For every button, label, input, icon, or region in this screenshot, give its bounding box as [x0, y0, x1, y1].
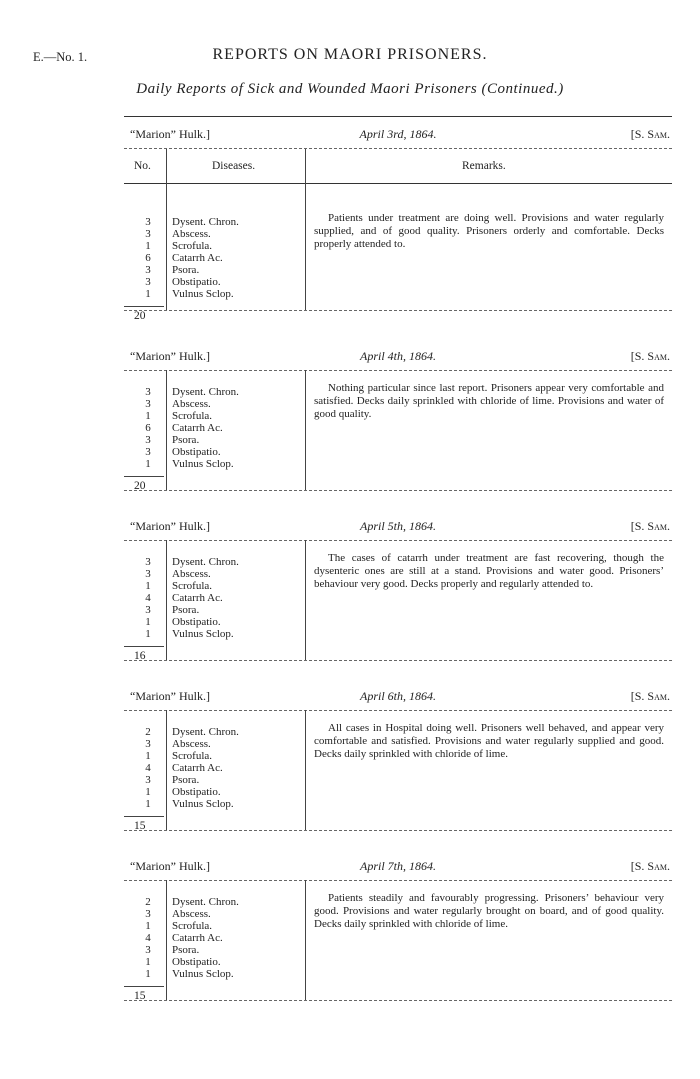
case-count: 1	[145, 628, 151, 640]
column-divider	[305, 710, 306, 830]
report-body	[124, 370, 672, 490]
case-count: 2	[145, 896, 151, 908]
total-rule	[124, 986, 164, 987]
disease-name: Psora.	[172, 264, 200, 276]
case-count: 3	[145, 386, 151, 398]
disease-name: Catarrh Ac.	[172, 932, 223, 944]
total-rule	[124, 816, 164, 817]
disease-name: Abscess.	[172, 228, 211, 240]
report-hulk: “Marion” Hulk.]	[130, 519, 210, 533]
case-count: 1	[145, 288, 151, 300]
column-divider	[305, 540, 306, 660]
disease-name: Vulnus Sclop.	[172, 288, 234, 300]
report-hulk: “Marion” Hulk.]	[130, 349, 210, 363]
disease-name: Catarrh Ac.	[172, 252, 223, 264]
report-bottom-rule	[124, 310, 672, 311]
report-header	[124, 346, 672, 370]
column-divider	[166, 540, 167, 660]
report-body	[124, 182, 672, 322]
report-header	[124, 124, 672, 148]
disease-name: Scrofula.	[172, 410, 213, 422]
case-count: 3	[145, 604, 151, 616]
disease-name: Psora.	[172, 944, 200, 956]
case-count: 3	[145, 216, 151, 228]
report-bottom-rule	[124, 1000, 672, 1001]
report-header	[124, 516, 672, 540]
column-divider	[166, 149, 167, 183]
total-count: 15	[134, 820, 146, 832]
report-signature: [S. Sam.	[630, 859, 670, 873]
case-count: 3	[145, 264, 151, 276]
case-count: 4	[145, 932, 151, 944]
disease-name: Abscess.	[172, 738, 211, 750]
report-header	[124, 686, 672, 710]
case-count: 3	[145, 228, 151, 240]
disease-name: Obstipatio.	[172, 956, 221, 968]
report-hulk: “Marion” Hulk.]	[130, 127, 210, 141]
case-count: 3	[145, 446, 151, 458]
disease-name: Dysent. Chron.	[172, 216, 239, 228]
page-title: REPORTS ON MAORI PRISONERS.	[212, 46, 488, 63]
disease-name: Scrofula.	[172, 240, 213, 252]
case-count: 1	[145, 786, 151, 798]
disease-name: Abscess.	[172, 908, 211, 920]
disease-name: Vulnus Sclop.	[172, 458, 234, 470]
total-rule	[124, 476, 164, 477]
disease-name: Obstipatio.	[172, 276, 221, 288]
column-divider	[166, 710, 167, 830]
disease-name: Scrofula.	[172, 750, 213, 762]
case-count: 3	[145, 738, 151, 750]
report-body	[124, 880, 672, 1000]
report-signature: [S. Sam.	[630, 127, 670, 141]
case-count: 2	[145, 726, 151, 738]
disease-name: Vulnus Sclop.	[172, 628, 234, 640]
daily-report	[124, 856, 672, 1002]
disease-name: Obstipatio.	[172, 616, 221, 628]
case-count: 1	[145, 580, 151, 592]
report-header	[124, 856, 672, 880]
column-header-diseases: Diseases.	[212, 160, 256, 172]
disease-name: Abscess.	[172, 398, 211, 410]
disease-name: Obstipatio.	[172, 446, 221, 458]
header-rule	[124, 116, 672, 117]
report-bottom-rule	[124, 490, 672, 491]
report-remarks: Patients steadily and favourably progressing. Prisoners’ behaviour very good. Provisions and water regularly brought on board, and of good quality. Decks daily sprinkled with chloride of lime.	[314, 892, 664, 930]
report-signature: [S. Sam.	[630, 349, 670, 363]
report-date: April 4th, 1864.	[359, 349, 436, 363]
disease-name: Psora.	[172, 434, 200, 446]
case-count: 4	[145, 762, 151, 774]
disease-name: Obstipatio.	[172, 786, 221, 798]
case-count: 6	[145, 422, 151, 434]
disease-name: Catarrh Ac.	[172, 762, 223, 774]
column-divider	[305, 182, 306, 310]
disease-name: Psora.	[172, 604, 200, 616]
column-divider	[305, 880, 306, 1000]
daily-report	[124, 686, 672, 832]
daily-report	[124, 346, 672, 492]
total-count: 15	[134, 990, 146, 1002]
report-date: April 6th, 1864.	[359, 689, 436, 703]
report-remarks: The cases of catarrh under treatment are fast recovering, though the dysenteric ones are still at a stand. Provisions and water good. Prisoners’ behaviour very good. Decks properly and regularly attended to.	[314, 552, 664, 590]
page-subtitle: Daily Reports of Sick and Wounded Maori Prisoners (Continued.)	[136, 81, 564, 97]
total-rule	[124, 306, 164, 307]
daily-report	[124, 516, 672, 662]
case-count: 1	[145, 798, 151, 810]
case-count: 1	[145, 240, 151, 252]
column-divider	[166, 182, 167, 310]
case-count: 3	[145, 276, 151, 288]
report-bottom-rule	[124, 660, 672, 661]
column-divider	[305, 370, 306, 490]
case-count: 1	[145, 616, 151, 628]
disease-name: Dysent. Chron.	[172, 896, 239, 908]
disease-name: Psora.	[172, 774, 200, 786]
report-hulk: “Marion” Hulk.]	[130, 859, 210, 873]
report-signature: [S. Sam.	[630, 689, 670, 703]
case-count: 1	[145, 410, 151, 422]
report-body	[124, 540, 672, 660]
total-rule	[124, 646, 164, 647]
case-count: 1	[145, 920, 151, 932]
column-header-remarks: Remarks.	[462, 160, 506, 172]
disease-name: Abscess.	[172, 568, 211, 580]
disease-name: Catarrh Ac.	[172, 592, 223, 604]
case-count: 4	[145, 592, 151, 604]
case-count: 3	[145, 944, 151, 956]
case-count: 3	[145, 398, 151, 410]
column-header-no: No.	[134, 160, 151, 172]
total-count: 20	[134, 310, 146, 322]
report-signature: [S. Sam.	[630, 519, 670, 533]
report-date: April 3rd, 1864.	[359, 127, 437, 141]
disease-name: Scrofula.	[172, 920, 213, 932]
disease-name: Scrofula.	[172, 580, 213, 592]
report-remarks: Patients under treatment are doing well. Provisions and water regularly supplied, and of good quality. Prisoners orderly and comfortable. Decks properly attended to.	[314, 212, 664, 250]
case-count: 3	[145, 434, 151, 446]
case-count: 3	[145, 568, 151, 580]
case-count: 3	[145, 556, 151, 568]
column-divider	[166, 880, 167, 1000]
case-count: 3	[145, 774, 151, 786]
report-hulk: “Marion” Hulk.]	[130, 689, 210, 703]
report-bottom-rule	[124, 830, 672, 831]
total-count: 20	[134, 480, 146, 492]
case-count: 3	[145, 908, 151, 920]
disease-name: Vulnus Sclop.	[172, 968, 234, 980]
report-remarks: All cases in Hospital doing well. Prisoners well behaved, and appear very comfortable and satisfied. Provisions and water regularly supplied and good. Decks daily sprinkled with chloride of lime.	[314, 722, 664, 760]
disease-name: Dysent. Chron.	[172, 726, 239, 738]
case-count: 1	[145, 458, 151, 470]
report-remarks: Nothing particular since last report. Prisoners appear very comfortable and satisfied. Decks daily sprinkled with chloride of lime. Provisions and water of good quality.	[314, 382, 664, 420]
case-count: 1	[145, 956, 151, 968]
case-count: 1	[145, 750, 151, 762]
disease-name: Dysent. Chron.	[172, 556, 239, 568]
disease-name: Vulnus Sclop.	[172, 798, 234, 810]
case-count: 6	[145, 252, 151, 264]
column-headers	[124, 148, 672, 184]
report-date: April 7th, 1864.	[359, 859, 436, 873]
column-divider	[166, 370, 167, 490]
disease-name: Catarrh Ac.	[172, 422, 223, 434]
report-date: April 5th, 1864.	[359, 519, 436, 533]
total-count: 16	[134, 650, 146, 662]
document-reference: E.—No. 1.	[33, 50, 88, 64]
disease-name: Dysent. Chron.	[172, 386, 239, 398]
report-body	[124, 710, 672, 830]
case-count: 1	[145, 968, 151, 980]
column-divider	[305, 149, 306, 183]
daily-report	[124, 124, 672, 322]
